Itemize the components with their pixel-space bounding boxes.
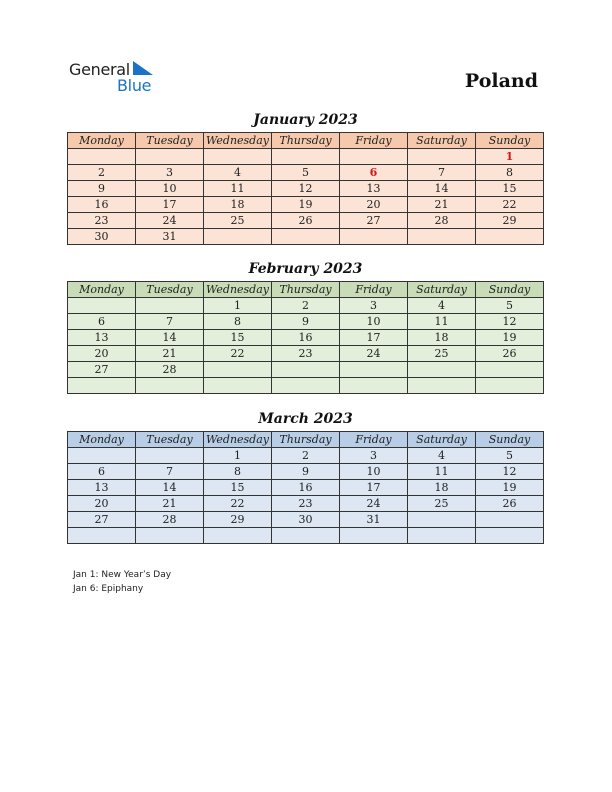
empty-day-cell bbox=[408, 229, 476, 245]
day-cell: 14 bbox=[408, 181, 476, 197]
generalblue-logo bbox=[69, 60, 169, 100]
day-cell: 28 bbox=[408, 213, 476, 229]
weekday-header: Wednesday bbox=[204, 282, 272, 298]
weekday-header: Monday bbox=[68, 282, 136, 298]
week-row bbox=[68, 512, 544, 528]
weekday-header: Friday bbox=[340, 432, 408, 448]
empty-day-cell bbox=[136, 149, 204, 165]
day-cell: 15 bbox=[204, 480, 272, 496]
day-cell: 30 bbox=[272, 512, 340, 528]
weekday-header: Tuesday bbox=[136, 133, 204, 149]
week-row bbox=[68, 213, 544, 229]
empty-day-cell bbox=[68, 528, 136, 544]
day-cell: 14 bbox=[136, 330, 204, 346]
day-cell: 29 bbox=[204, 512, 272, 528]
calendar-march bbox=[67, 431, 544, 544]
day-cell: 26 bbox=[476, 346, 544, 362]
day-cell: 23 bbox=[68, 213, 136, 229]
weekday-header-row bbox=[68, 282, 544, 298]
day-cell: 11 bbox=[408, 314, 476, 330]
weekday-header: Thursday bbox=[272, 432, 340, 448]
day-cell: 14 bbox=[136, 480, 204, 496]
weekday-header: Friday bbox=[340, 133, 408, 149]
day-cell: 23 bbox=[272, 496, 340, 512]
empty-day-cell bbox=[476, 229, 544, 245]
day-cell: 2 bbox=[272, 298, 340, 314]
day-cell: 29 bbox=[476, 213, 544, 229]
day-cell: 15 bbox=[204, 330, 272, 346]
week-row bbox=[68, 314, 544, 330]
empty-day-cell bbox=[68, 448, 136, 464]
week-row bbox=[68, 528, 544, 544]
holiday-note: Jan 1: New Year’s Day bbox=[73, 570, 172, 580]
logo-word-blue: Blue bbox=[117, 76, 152, 95]
day-cell: 21 bbox=[136, 346, 204, 362]
empty-day-cell bbox=[340, 149, 408, 165]
holiday-notes bbox=[73, 568, 171, 596]
day-cell: 18 bbox=[408, 480, 476, 496]
week-row bbox=[68, 165, 544, 181]
weekday-header: Friday bbox=[340, 282, 408, 298]
day-cell: 21 bbox=[136, 496, 204, 512]
weekday-header: Saturday bbox=[408, 432, 476, 448]
day-cell: 25 bbox=[408, 346, 476, 362]
empty-day-cell bbox=[408, 362, 476, 378]
day-cell: 1 bbox=[204, 298, 272, 314]
week-row bbox=[68, 298, 544, 314]
empty-day-cell bbox=[340, 378, 408, 394]
day-cell: 5 bbox=[476, 298, 544, 314]
weekday-header: Tuesday bbox=[136, 432, 204, 448]
weekday-header: Monday bbox=[68, 133, 136, 149]
day-cell: 1 bbox=[476, 149, 544, 165]
day-cell: 4 bbox=[204, 165, 272, 181]
day-cell: 13 bbox=[68, 330, 136, 346]
empty-day-cell bbox=[136, 448, 204, 464]
day-cell: 31 bbox=[136, 229, 204, 245]
empty-day-cell bbox=[272, 362, 340, 378]
day-cell: 18 bbox=[408, 330, 476, 346]
weekday-header: Sunday bbox=[476, 282, 544, 298]
empty-day-cell bbox=[272, 528, 340, 544]
week-row bbox=[68, 496, 544, 512]
weekday-header-row bbox=[68, 432, 544, 448]
empty-day-cell bbox=[340, 229, 408, 245]
day-cell: 24 bbox=[136, 213, 204, 229]
weekday-header: Tuesday bbox=[136, 282, 204, 298]
weekday-header: Saturday bbox=[408, 133, 476, 149]
day-cell: 6 bbox=[340, 165, 408, 181]
empty-day-cell bbox=[476, 512, 544, 528]
week-row bbox=[68, 346, 544, 362]
day-cell: 2 bbox=[68, 165, 136, 181]
week-row bbox=[68, 197, 544, 213]
weekday-header: Sunday bbox=[476, 432, 544, 448]
day-cell: 20 bbox=[340, 197, 408, 213]
empty-day-cell bbox=[204, 229, 272, 245]
day-cell: 6 bbox=[68, 314, 136, 330]
week-row bbox=[68, 378, 544, 394]
empty-day-cell bbox=[340, 362, 408, 378]
week-row bbox=[68, 362, 544, 378]
day-cell: 5 bbox=[272, 165, 340, 181]
day-cell: 27 bbox=[340, 213, 408, 229]
day-cell: 8 bbox=[476, 165, 544, 181]
day-cell: 10 bbox=[136, 181, 204, 197]
day-cell: 11 bbox=[408, 464, 476, 480]
empty-day-cell bbox=[408, 512, 476, 528]
day-cell: 15 bbox=[476, 181, 544, 197]
day-cell: 26 bbox=[476, 496, 544, 512]
empty-day-cell bbox=[204, 362, 272, 378]
day-cell: 27 bbox=[68, 362, 136, 378]
country-title: Poland bbox=[464, 70, 538, 92]
week-row bbox=[68, 330, 544, 346]
weekday-header: Wednesday bbox=[204, 133, 272, 149]
month-title-january: January 2023 bbox=[253, 112, 358, 128]
logo-triangle-icon bbox=[133, 61, 153, 75]
day-cell: 5 bbox=[476, 448, 544, 464]
day-cell: 25 bbox=[204, 213, 272, 229]
weekday-header: Thursday bbox=[272, 133, 340, 149]
holiday-note: Jan 6: Epiphany bbox=[73, 584, 144, 594]
day-cell: 12 bbox=[272, 181, 340, 197]
day-cell: 18 bbox=[204, 197, 272, 213]
empty-day-cell bbox=[476, 528, 544, 544]
day-cell: 8 bbox=[204, 314, 272, 330]
day-cell: 7 bbox=[408, 165, 476, 181]
day-cell: 17 bbox=[136, 197, 204, 213]
day-cell: 9 bbox=[68, 181, 136, 197]
empty-day-cell bbox=[204, 149, 272, 165]
week-row bbox=[68, 464, 544, 480]
empty-day-cell bbox=[204, 378, 272, 394]
day-cell: 22 bbox=[204, 496, 272, 512]
day-cell: 19 bbox=[272, 197, 340, 213]
day-cell: 23 bbox=[272, 346, 340, 362]
day-cell: 28 bbox=[136, 512, 204, 528]
week-row bbox=[68, 480, 544, 496]
empty-day-cell bbox=[68, 298, 136, 314]
day-cell: 10 bbox=[340, 464, 408, 480]
day-cell: 9 bbox=[272, 314, 340, 330]
week-row bbox=[68, 149, 544, 165]
week-row bbox=[68, 181, 544, 197]
logo-word-general: General bbox=[69, 60, 130, 79]
empty-day-cell bbox=[408, 378, 476, 394]
day-cell: 12 bbox=[476, 464, 544, 480]
empty-day-cell bbox=[476, 362, 544, 378]
day-cell: 17 bbox=[340, 330, 408, 346]
day-cell: 31 bbox=[340, 512, 408, 528]
day-cell: 7 bbox=[136, 314, 204, 330]
day-cell: 25 bbox=[408, 496, 476, 512]
day-cell: 24 bbox=[340, 346, 408, 362]
day-cell: 20 bbox=[68, 346, 136, 362]
day-cell: 24 bbox=[340, 496, 408, 512]
day-cell: 20 bbox=[68, 496, 136, 512]
month-title-february: February 2023 bbox=[248, 261, 363, 277]
day-cell: 4 bbox=[408, 298, 476, 314]
day-cell: 16 bbox=[68, 197, 136, 213]
day-cell: 13 bbox=[68, 480, 136, 496]
empty-day-cell bbox=[136, 378, 204, 394]
day-cell: 26 bbox=[272, 213, 340, 229]
day-cell: 22 bbox=[476, 197, 544, 213]
day-cell: 3 bbox=[340, 448, 408, 464]
day-cell: 28 bbox=[136, 362, 204, 378]
day-cell: 8 bbox=[204, 464, 272, 480]
empty-day-cell bbox=[68, 378, 136, 394]
weekday-header: Saturday bbox=[408, 282, 476, 298]
day-cell: 16 bbox=[272, 480, 340, 496]
empty-day-cell bbox=[204, 528, 272, 544]
day-cell: 17 bbox=[340, 480, 408, 496]
empty-day-cell bbox=[408, 528, 476, 544]
day-cell: 11 bbox=[204, 181, 272, 197]
empty-day-cell bbox=[272, 149, 340, 165]
empty-day-cell bbox=[272, 229, 340, 245]
calendar-february bbox=[67, 281, 544, 394]
weekday-header: Sunday bbox=[476, 133, 544, 149]
empty-day-cell bbox=[136, 528, 204, 544]
day-cell: 10 bbox=[340, 314, 408, 330]
empty-day-cell bbox=[272, 378, 340, 394]
day-cell: 3 bbox=[340, 298, 408, 314]
day-cell: 3 bbox=[136, 165, 204, 181]
empty-day-cell bbox=[68, 149, 136, 165]
day-cell: 16 bbox=[272, 330, 340, 346]
day-cell: 12 bbox=[476, 314, 544, 330]
empty-day-cell bbox=[340, 528, 408, 544]
day-cell: 2 bbox=[272, 448, 340, 464]
day-cell: 21 bbox=[408, 197, 476, 213]
day-cell: 9 bbox=[272, 464, 340, 480]
day-cell: 22 bbox=[204, 346, 272, 362]
empty-day-cell bbox=[136, 298, 204, 314]
week-row bbox=[68, 448, 544, 464]
day-cell: 1 bbox=[204, 448, 272, 464]
empty-day-cell bbox=[476, 378, 544, 394]
month-title-march: March 2023 bbox=[258, 411, 353, 427]
day-cell: 30 bbox=[68, 229, 136, 245]
calendar-january bbox=[67, 132, 544, 245]
week-row bbox=[68, 229, 544, 245]
day-cell: 6 bbox=[68, 464, 136, 480]
empty-day-cell bbox=[408, 149, 476, 165]
day-cell: 7 bbox=[136, 464, 204, 480]
day-cell: 4 bbox=[408, 448, 476, 464]
weekday-header-row bbox=[68, 133, 544, 149]
day-cell: 19 bbox=[476, 480, 544, 496]
weekday-header: Monday bbox=[68, 432, 136, 448]
day-cell: 13 bbox=[340, 181, 408, 197]
weekday-header: Thursday bbox=[272, 282, 340, 298]
day-cell: 19 bbox=[476, 330, 544, 346]
weekday-header: Wednesday bbox=[204, 432, 272, 448]
day-cell: 27 bbox=[68, 512, 136, 528]
